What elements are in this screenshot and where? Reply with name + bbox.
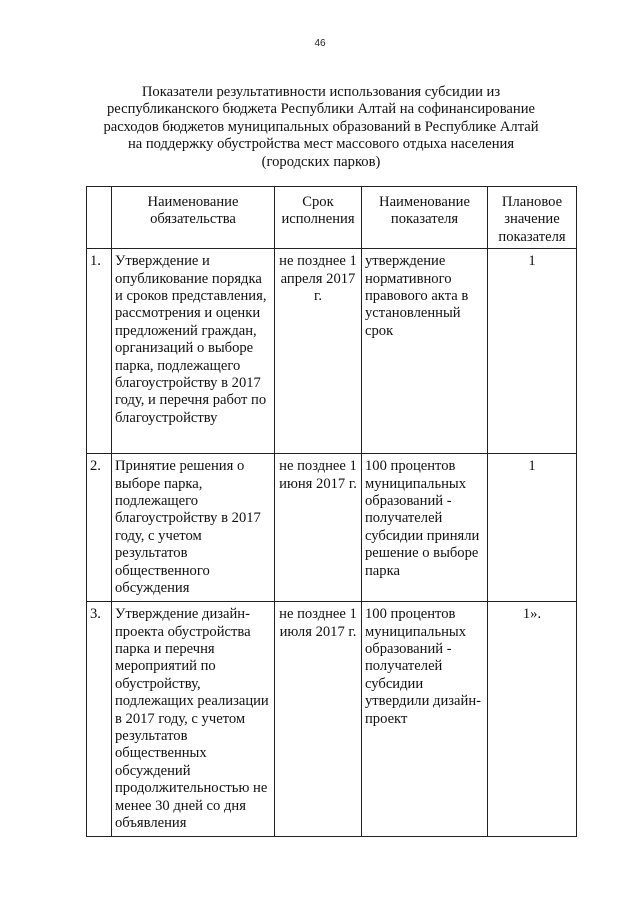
indicators-table (86, 186, 577, 837)
obligation-cell: Принятие решения о выборе парка, подлежащего благоустройству в 2017 году, с учетом результатов общественного обсуждения (112, 454, 275, 602)
indicator-cell: утверждение нормативного правового акта в установленный срок (362, 249, 488, 454)
term-cell: не позднее 1 апреля 2017 г. (275, 249, 362, 454)
row-number: 3. (87, 602, 112, 836)
indicator-cell: 100 процентов муниципальных образований - получателей субсидии приняли решение о выборе парка (362, 454, 488, 602)
page-number: 46 (314, 38, 326, 49)
row-number: 2. (87, 454, 112, 602)
obligation-cell: Утверждение и опубликование порядка и сроков представления, рассмотрения и оценки предложений граждан, организаций о выборе парка, подлежащего благоустройству в 2017 году, и перечня работ по благоустройству (112, 249, 275, 454)
table-row (87, 602, 577, 836)
term-cell: не позднее 1 июня 2017 г. (275, 454, 362, 602)
row-number: 1. (87, 249, 112, 454)
term-cell: не позднее 1 июля 2017 г. (275, 602, 362, 836)
table-row (87, 454, 577, 602)
header-number (87, 187, 112, 249)
header-planned-value: Плановое значение показателя (488, 187, 577, 249)
planned-value-cell: 1 (488, 249, 577, 454)
planned-value-cell: 1». (488, 602, 577, 836)
indicator-cell: 100 процентов муниципальных образований - получателей субсидии утвердили дизайн-проект (362, 602, 488, 836)
planned-value-cell: 1 (488, 454, 577, 602)
header-term: Срок исполнения (275, 187, 362, 249)
table-row (87, 249, 577, 454)
obligation-cell: Утверждение дизайн-проекта обустройства парка и перечня мероприятий по обустройству, подлежащих реализации в 2017 году, с учетом результатов общественных обсуждений продолжительностью не менее 30 дней со дня объявления (112, 602, 275, 836)
header-indicator: Наименование показателя (362, 187, 488, 249)
document-title: Показатели результативности использования субсидии из республиканского бюджета Республики Алтай на софинансирование расходов бюджетов муниципальных образований в Республике Алтай на поддержку обустройства мест массового отдыха населения (городских парков) (103, 84, 539, 170)
header-obligation: Наименование обязательства (112, 187, 275, 249)
table-header-row (87, 187, 577, 249)
